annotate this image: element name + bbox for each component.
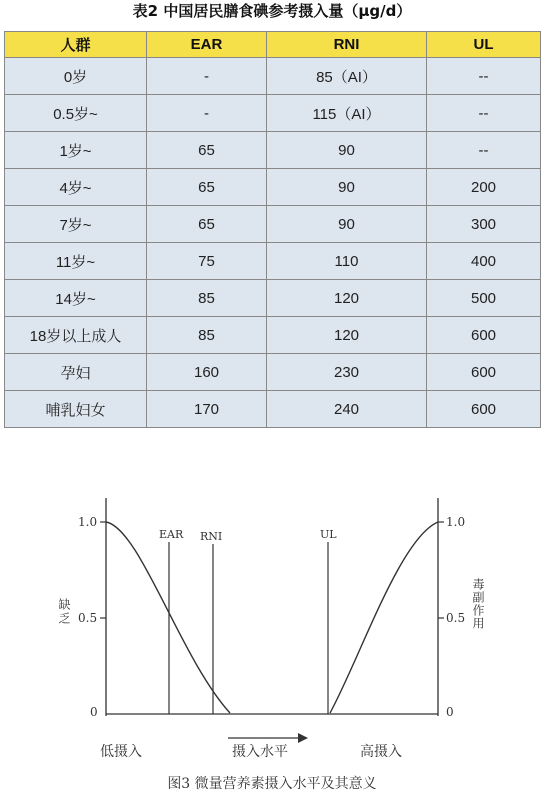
right-tick-label: 1.0 <box>446 515 466 529</box>
cell-ul: 300 <box>427 206 541 243</box>
table-row <box>5 132 541 169</box>
cell-population: 0岁 <box>5 58 147 95</box>
cell-ear: 65 <box>147 132 267 169</box>
cell-rni: 90 <box>267 206 427 243</box>
high-intake-label: 高摄入 <box>360 744 402 760</box>
cell-population: 7岁~ <box>5 206 147 243</box>
cell-ul: -- <box>427 58 541 95</box>
cell-ear: 85 <box>147 317 267 354</box>
cell-ul: 600 <box>427 354 541 391</box>
right-tick-label: 0.5 <box>446 611 466 625</box>
figure-caption: 图3 微量营养素摄入水平及其意义 <box>167 776 377 792</box>
cell-population: 14岁~ <box>5 280 147 317</box>
iodine-intake-table <box>4 31 541 428</box>
cell-population: 11岁~ <box>5 243 147 280</box>
toxicity-risk-curve <box>330 522 438 713</box>
cell-ear: 160 <box>147 354 267 391</box>
table-row <box>5 95 541 132</box>
table-row <box>5 354 541 391</box>
cell-ear: - <box>147 58 267 95</box>
cell-ul: 400 <box>427 243 541 280</box>
cell-rni: 90 <box>267 132 427 169</box>
intake-level-label: 摄入水平 <box>232 744 288 760</box>
cell-ul: 600 <box>427 391 541 428</box>
left-axis-label: 缺乏 <box>57 598 71 626</box>
cell-ear: 85 <box>147 280 267 317</box>
cell-population: 哺乳妇女 <box>5 391 147 428</box>
low-intake-label: 低摄入 <box>100 744 142 760</box>
table-row <box>5 243 541 280</box>
deficiency-risk-curve <box>106 522 230 713</box>
intake-risk-figure <box>0 458 544 800</box>
header-ear: EAR <box>147 32 267 58</box>
cell-rni: 110 <box>267 243 427 280</box>
cell-ul: 600 <box>427 317 541 354</box>
left-tick-label: 1.0 <box>78 515 98 529</box>
right-axis-label: 毒副作用 <box>471 578 485 630</box>
cell-rni: 90 <box>267 169 427 206</box>
header-rni: RNI <box>267 32 427 58</box>
cell-ear: - <box>147 95 267 132</box>
cell-ear: 65 <box>147 169 267 206</box>
cell-rni: 85（AI） <box>267 58 427 95</box>
cell-ear: 65 <box>147 206 267 243</box>
table-row <box>5 169 541 206</box>
rni-marker-label: RNI <box>200 530 223 543</box>
cell-population: 孕妇 <box>5 354 147 391</box>
ear-marker-label: EAR <box>159 528 184 541</box>
cell-population: 4岁~ <box>5 169 147 206</box>
cell-ul: 200 <box>427 169 541 206</box>
cell-ul: 500 <box>427 280 541 317</box>
cell-population: 0.5岁~ <box>5 95 147 132</box>
cell-population: 18岁以上成人 <box>5 317 147 354</box>
table-title: 表2 中国居民膳食碘参考摄入量（μg/d） <box>132 2 412 20</box>
cell-ul: -- <box>427 95 541 132</box>
cell-rni: 120 <box>267 317 427 354</box>
cell-rni: 230 <box>267 354 427 391</box>
left-tick-label: 0 <box>90 705 98 719</box>
ul-marker-label: UL <box>320 528 337 541</box>
table-row <box>5 206 541 243</box>
table-row <box>5 391 541 428</box>
cell-ear: 75 <box>147 243 267 280</box>
left-tick-label: 0.5 <box>78 611 98 625</box>
header-ul: UL <box>427 32 541 58</box>
right-tick-label: 0 <box>446 705 454 719</box>
table-row <box>5 280 541 317</box>
intake-arrow-head <box>298 733 308 743</box>
table-row <box>5 317 541 354</box>
cell-rni: 240 <box>267 391 427 428</box>
table-header-row <box>5 32 541 58</box>
cell-rni: 120 <box>267 280 427 317</box>
cell-ul: -- <box>427 132 541 169</box>
table-row <box>5 58 541 95</box>
cell-rni: 115（AI） <box>267 95 427 132</box>
header-population: 人群 <box>5 32 147 58</box>
cell-ear: 170 <box>147 391 267 428</box>
cell-population: 1岁~ <box>5 132 147 169</box>
